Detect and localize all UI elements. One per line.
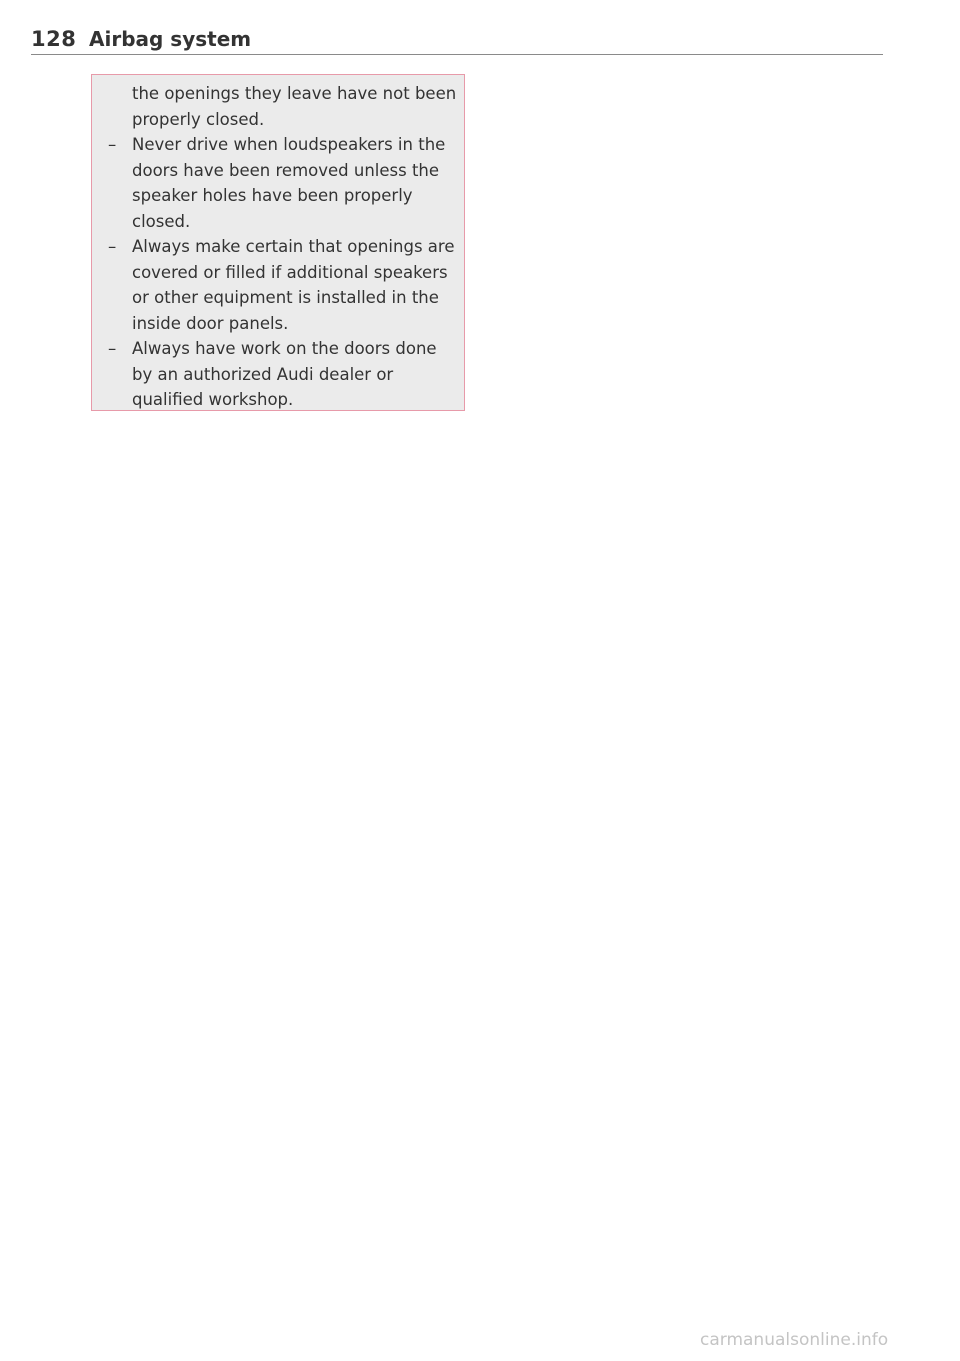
page-number: 128 [31,27,77,51]
warning-content [108,81,458,413]
warning-bullet-text: Always have work on the doors done by an authorized Audi dealer or qualified workshop. [132,339,437,409]
site-watermark: carmanualsonline.info [700,1330,889,1350]
warning-bullet-item [108,336,458,413]
section-title: Airbag system [89,27,252,51]
warning-continuation-text: the openings they leave have not been properly closed. [132,84,457,129]
warning-bullet-item [108,132,458,234]
bullet-dash: – [108,237,117,256]
warning-bullet-text: Always make certain that openings are covered or filled if additional speakers or other equipment is installed in the inside door panels. [132,237,455,333]
bullet-dash: – [108,339,117,358]
bullet-dash: – [108,135,117,154]
page-header [31,24,883,55]
warning-bullet-item [108,234,458,336]
warning-box [91,74,465,411]
warning-bullet-text: Never drive when loudspeakers in the doors have been removed unless the speaker holes have been properly closed. [132,135,446,231]
